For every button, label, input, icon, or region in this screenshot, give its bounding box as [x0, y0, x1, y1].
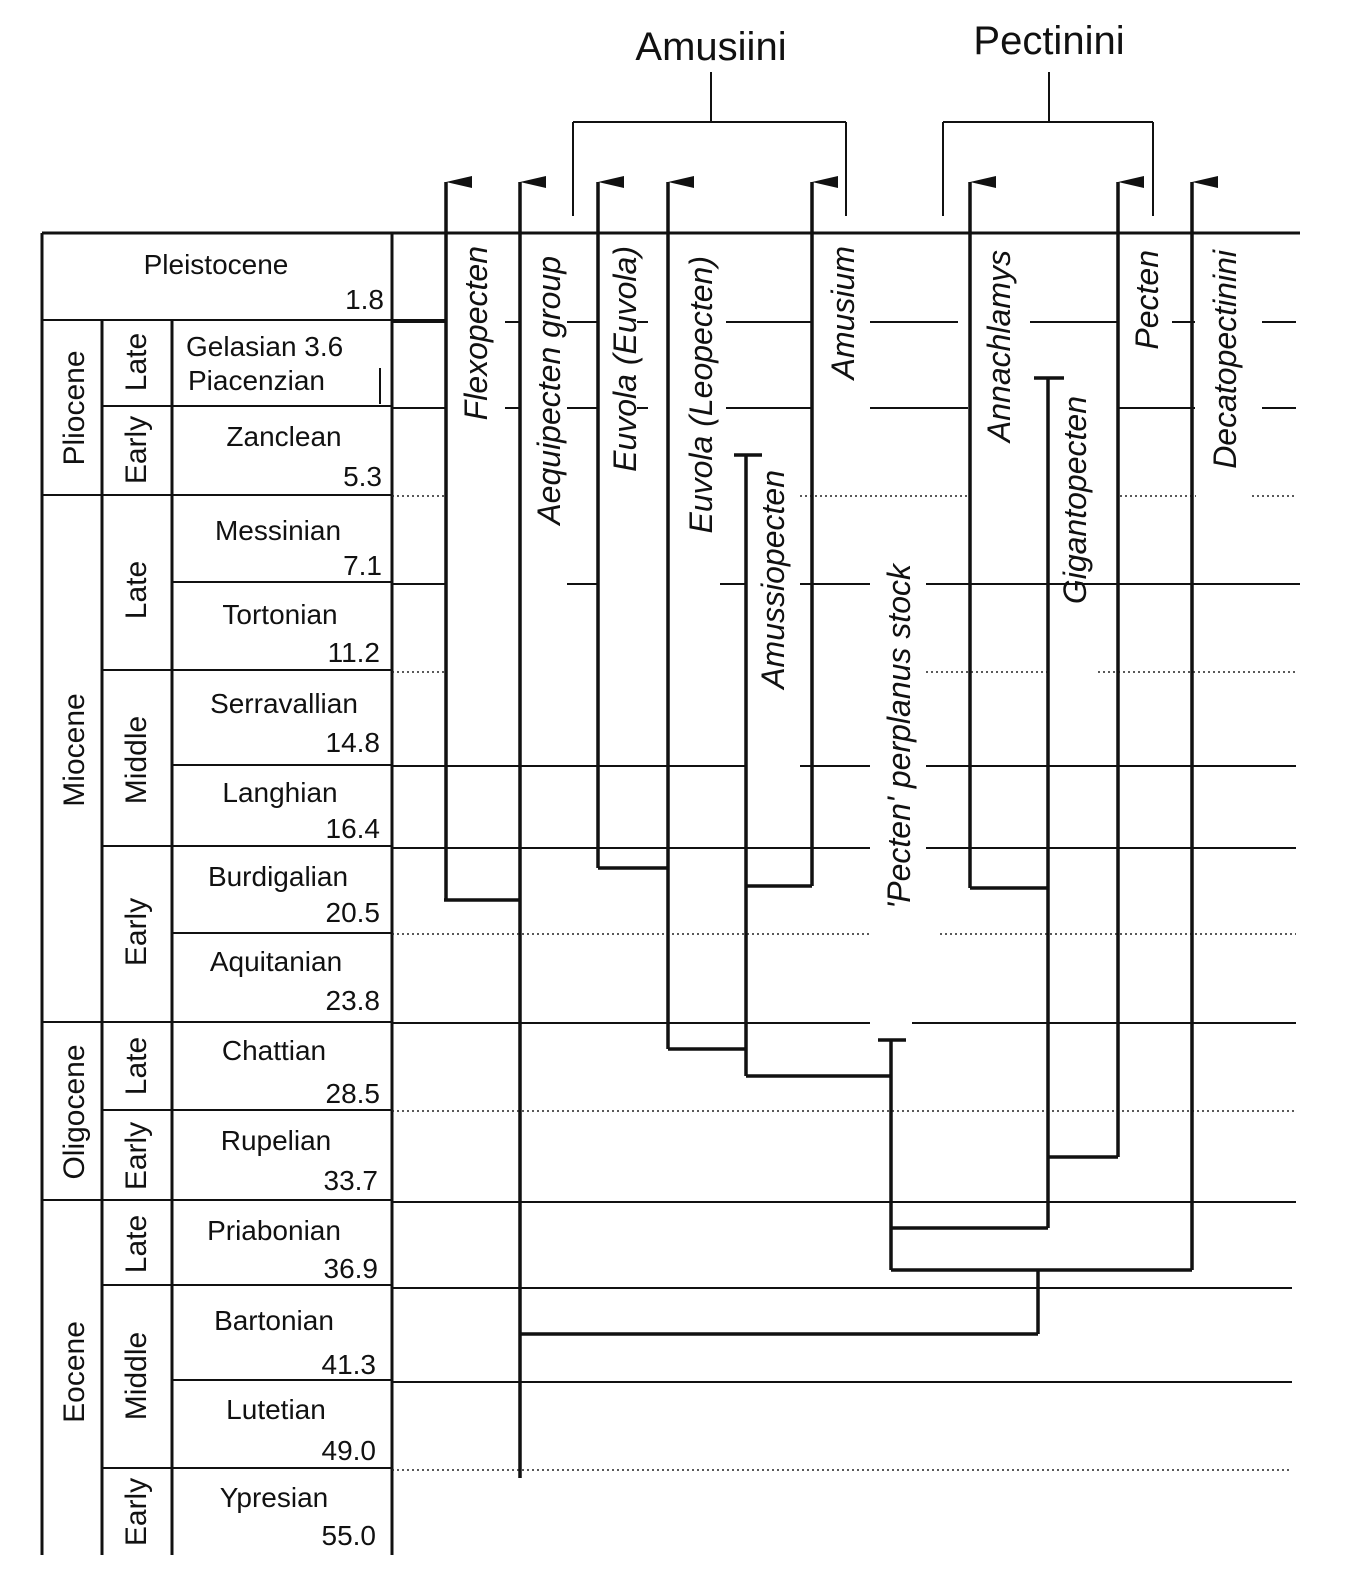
taxon-perplanus-label: 'Pecten' perplanus stock	[881, 564, 917, 909]
stage-burdigalian-age: 20.5	[325, 897, 380, 928]
taxon-amussiopecten-label: Amussiopecten	[755, 470, 791, 689]
taxon-amusium-label: Amusium	[825, 246, 861, 380]
epoch-eocene-label: Eocene	[58, 1321, 91, 1423]
stage-tortonian-age: 11.2	[327, 637, 380, 668]
subepoch-oligocene-early-label: Early	[120, 1121, 153, 1191]
stage-aquitanian-label: Aquitanian	[209, 946, 343, 977]
stage-ypresian-label: Ypresian	[219, 1482, 329, 1513]
taxon-flexopecten-label: Flexopecten	[458, 246, 494, 421]
epoch-oligocene-label: Oligocene	[58, 1044, 91, 1180]
stage-messinian-age: 7.1	[343, 550, 382, 581]
stage-lutetian-label: Lutetian	[226, 1394, 326, 1425]
taxon-pecten-label: Pecten	[1129, 250, 1165, 350]
stage-langhian-age: 16.4	[325, 813, 380, 844]
amusiini-bracket	[573, 25, 846, 216]
tribe-pectinini-label: Pectinini	[973, 19, 1125, 63]
stage-labels	[186, 331, 382, 1551]
stage-chattian-label: Chattian	[221, 1035, 327, 1066]
taxon-labels	[458, 246, 1243, 909]
stage-langhian-label: Langhian	[222, 777, 338, 808]
epoch-miocene-label: Miocene	[58, 693, 91, 807]
epoch-pliocene-label: Pliocene	[58, 350, 91, 466]
subepoch-miocene-early-label: Early	[120, 897, 153, 967]
stage-zanclean-age: 5.3	[343, 461, 382, 492]
time-gridlines	[392, 322, 1300, 1470]
pectinini-bracket	[943, 19, 1153, 216]
subepoch-miocene-middle-label: Middle	[120, 715, 153, 805]
epoch-pleistocene-label: Pleistocene	[143, 249, 289, 280]
stage-tortonian-label: Tortonian	[222, 599, 338, 630]
pleistocene-age-label: 1.8	[345, 284, 384, 315]
taxon-aequipecten-label: Aequipecten group	[531, 256, 567, 525]
subepoch-miocene-late-label: Late	[120, 560, 153, 620]
subepoch-eocene-early-label: Early	[120, 1477, 153, 1547]
stage-piacenzian-label: Piacenzian	[188, 365, 325, 396]
stage-serravallian-label: Serravallian	[210, 688, 358, 719]
subepoch-eocene-middle-label: Middle	[120, 1331, 153, 1421]
taxon-annachlamys-label: Annachlamys	[981, 250, 1017, 443]
stage-bartonian-age: 41.3	[321, 1349, 376, 1380]
stage-chattian-age: 28.5	[325, 1078, 380, 1109]
taxon-gigantopecten-label: Gigantopecten	[1057, 396, 1093, 605]
stage-gelasian-label: Gelasian 3.6	[186, 331, 344, 362]
stage-rupelian-label: Rupelian	[220, 1125, 332, 1156]
stage-zanclean-label: Zanclean	[226, 421, 342, 452]
stage-lutetian-age: 49.0	[321, 1435, 376, 1466]
stage-aquitanian-age: 23.8	[325, 985, 380, 1016]
subepoch-pliocene-early-label: Early	[120, 415, 153, 485]
stage-bartonian-label: Bartonian	[214, 1305, 334, 1336]
stage-messinian-label: Messinian	[214, 515, 342, 546]
stage-serravallian-age: 14.8	[325, 727, 380, 758]
taxon-euvola-euvola-label: Euvola (Euvola)	[607, 246, 643, 472]
taxon-decatopectinini-label: Decatopectinini	[1207, 250, 1243, 469]
tribe-amusiini-label: Amusiini	[635, 25, 787, 69]
subepoch-oligocene-late-label: Late	[120, 1036, 153, 1096]
stage-priabonian-label: Priabonian	[207, 1215, 341, 1246]
stage-rupelian-age: 33.7	[323, 1165, 378, 1196]
taxon-euvola-leopecten-label: Euvola (Leopecten)	[683, 256, 719, 534]
subepoch-pliocene-late-label: Late	[120, 332, 153, 392]
stage-ypresian-age: 55.0	[321, 1520, 376, 1551]
stage-burdigalian-label: Burdigalian	[207, 861, 349, 892]
stage-priabonian-age: 36.9	[323, 1253, 378, 1284]
subepoch-eocene-late-label: Late	[120, 1214, 153, 1274]
